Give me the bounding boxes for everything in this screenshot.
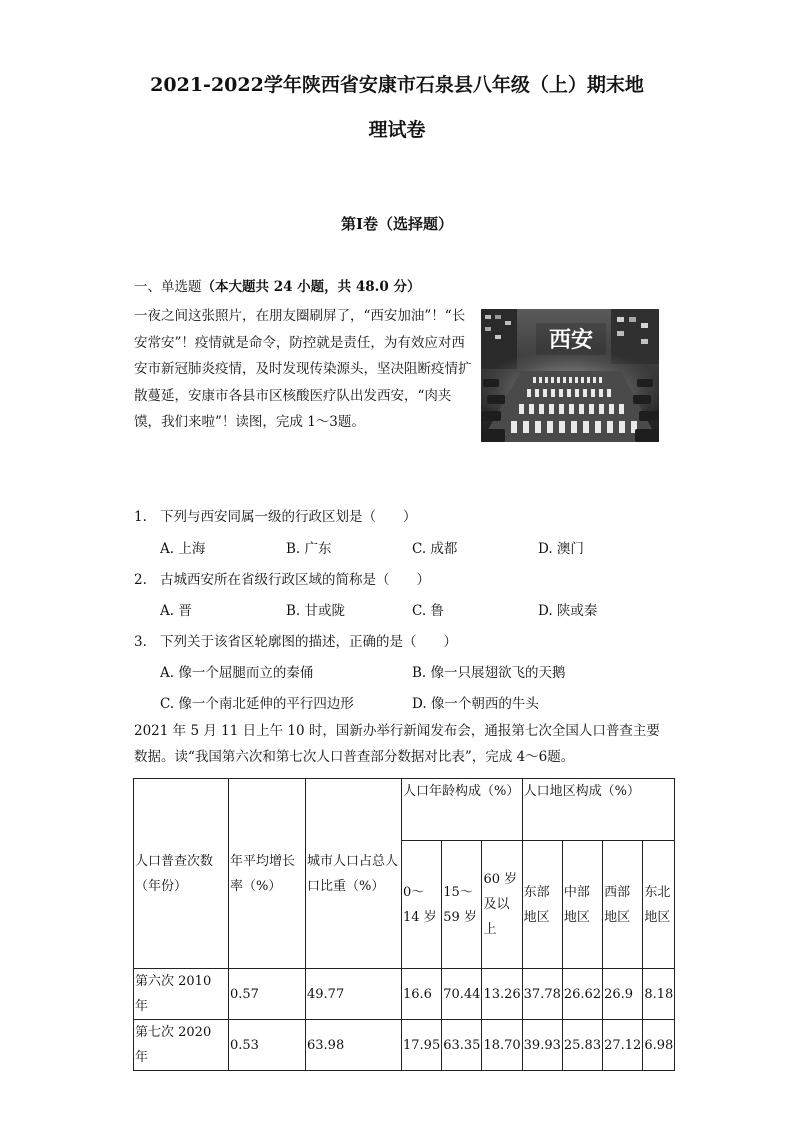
volume-heading: 第I卷（选择题） [340, 215, 454, 233]
header-region-west: 西部地区 [603, 841, 643, 969]
cell-region-northeast: 8.18 [643, 969, 675, 1020]
cell-census: 第六次 2010 年 [134, 969, 229, 1020]
question-3 [134, 630, 457, 650]
question-stem: 下列关于该省区轮廓图的描述，正确的是（ ） [160, 634, 457, 650]
section-detail: （本大题共 24 小题，共 48.0 分） [201, 279, 421, 295]
cell-age-0-14: 16.6 [402, 969, 442, 1020]
option-2b: B. 甘或陇 [286, 603, 346, 619]
section-prefix: 一、单选题 [134, 279, 202, 295]
exam-title-line1: 2021-2022学年陕西省安康市石泉县八年级（上）期末地 [150, 74, 644, 96]
census-table [133, 778, 675, 1071]
question-number: 1. [134, 509, 147, 525]
header-age-60-plus: 60 岁及以上 [482, 841, 522, 969]
header-region-central: 中部地区 [562, 841, 602, 969]
question-number: 3. [134, 634, 147, 650]
question-stem: 古城西安所在省级行政区域的简称是（ ） [160, 572, 430, 588]
cell-growth: 0.53 [229, 1020, 306, 1071]
header-census: 人口普查次数（年份） [134, 779, 229, 969]
exam-title-line2: 理试卷 [368, 119, 426, 141]
cell-growth: 0.57 [229, 969, 306, 1020]
table-row [134, 969, 675, 1020]
header-urban: 城市人口占总人口比重（%） [306, 779, 402, 969]
cell-age-0-14: 17.95 [402, 1020, 442, 1071]
photo-overlay-text: 西安 [548, 328, 594, 353]
option-2a: A. 晋 [160, 603, 192, 619]
passage-2: 2021 年 5 月 11 日上午 10 时，国新办举行新闻发布会，通报第七次全国人口普查主要数据。读“我国第六次和第七次人口普查部分数据对比表”，完成 4～6题。 [134, 723, 660, 765]
section-heading [134, 275, 420, 295]
cell-region-west: 26.9 [603, 969, 643, 1020]
cell-age-60-plus: 13.26 [482, 969, 522, 1020]
header-age: 人口年龄构成（%） [402, 779, 523, 841]
option-2c: C. 鲁 [412, 603, 444, 619]
option-1d: D. 澳门 [538, 541, 584, 557]
option-2d: D. 陕或秦 [538, 603, 598, 619]
header-region-northeast: 东北地区 [643, 841, 675, 969]
option-3d: D. 像一个朝西的牛头 [412, 696, 539, 712]
cell-urban: 49.77 [306, 969, 402, 1020]
header-age-15-59: 15～59 岁 [442, 841, 482, 969]
cell-region-northeast: 6.98 [643, 1020, 675, 1071]
cell-region-east: 39.93 [522, 1020, 562, 1071]
cell-region-central: 26.62 [562, 969, 602, 1020]
option-1a: A. 上海 [160, 541, 206, 557]
cell-region-east: 37.78 [522, 969, 562, 1020]
option-3c: C. 像一个南北延伸的平行四边形 [160, 696, 354, 712]
table-row [134, 1020, 675, 1071]
question-number: 2. [134, 572, 147, 588]
header-age-0-14: 0～14 岁 [402, 841, 442, 969]
option-1c: C. 成都 [412, 541, 458, 557]
header-region: 人口地区构成（%） [522, 779, 675, 841]
question-2 [134, 568, 430, 588]
xian-night-photo [481, 309, 659, 442]
option-3a: A. 像一个屈腿而立的秦俑 [160, 665, 314, 681]
cell-age-15-59: 70.44 [442, 969, 482, 1020]
passage-1: 一夜之间这张照片，在朋友圈刷屏了，“西安加油”！“长安常安”！疫情就是命令，防控就是责任，为有效应对西安市新冠肺炎疫情，及时发现传染源头，坚决阻断疫情扩散蔓延，安康市各县市区核酸医疗队出发西安，“肉夹馍，我们来啦”！读图，完成 1～3题。 [134, 308, 472, 430]
question-stem: 下列与西安同属一级的行政区划是（ ） [160, 509, 417, 525]
option-3b: B. 像一只展翅欲飞的天鹅 [412, 665, 566, 681]
cell-age-60-plus: 18.70 [482, 1020, 522, 1071]
question-1 [134, 505, 417, 525]
cell-age-15-59: 63.35 [442, 1020, 482, 1071]
cell-census: 第七次 2020 年 [134, 1020, 229, 1071]
cell-urban: 63.98 [306, 1020, 402, 1071]
header-growth: 年平均增长率（%） [229, 779, 306, 969]
cell-region-central: 25.83 [562, 1020, 602, 1071]
option-1b: B. 广东 [286, 541, 332, 557]
header-region-east: 东部地区 [522, 841, 562, 969]
cell-region-west: 27.12 [603, 1020, 643, 1071]
